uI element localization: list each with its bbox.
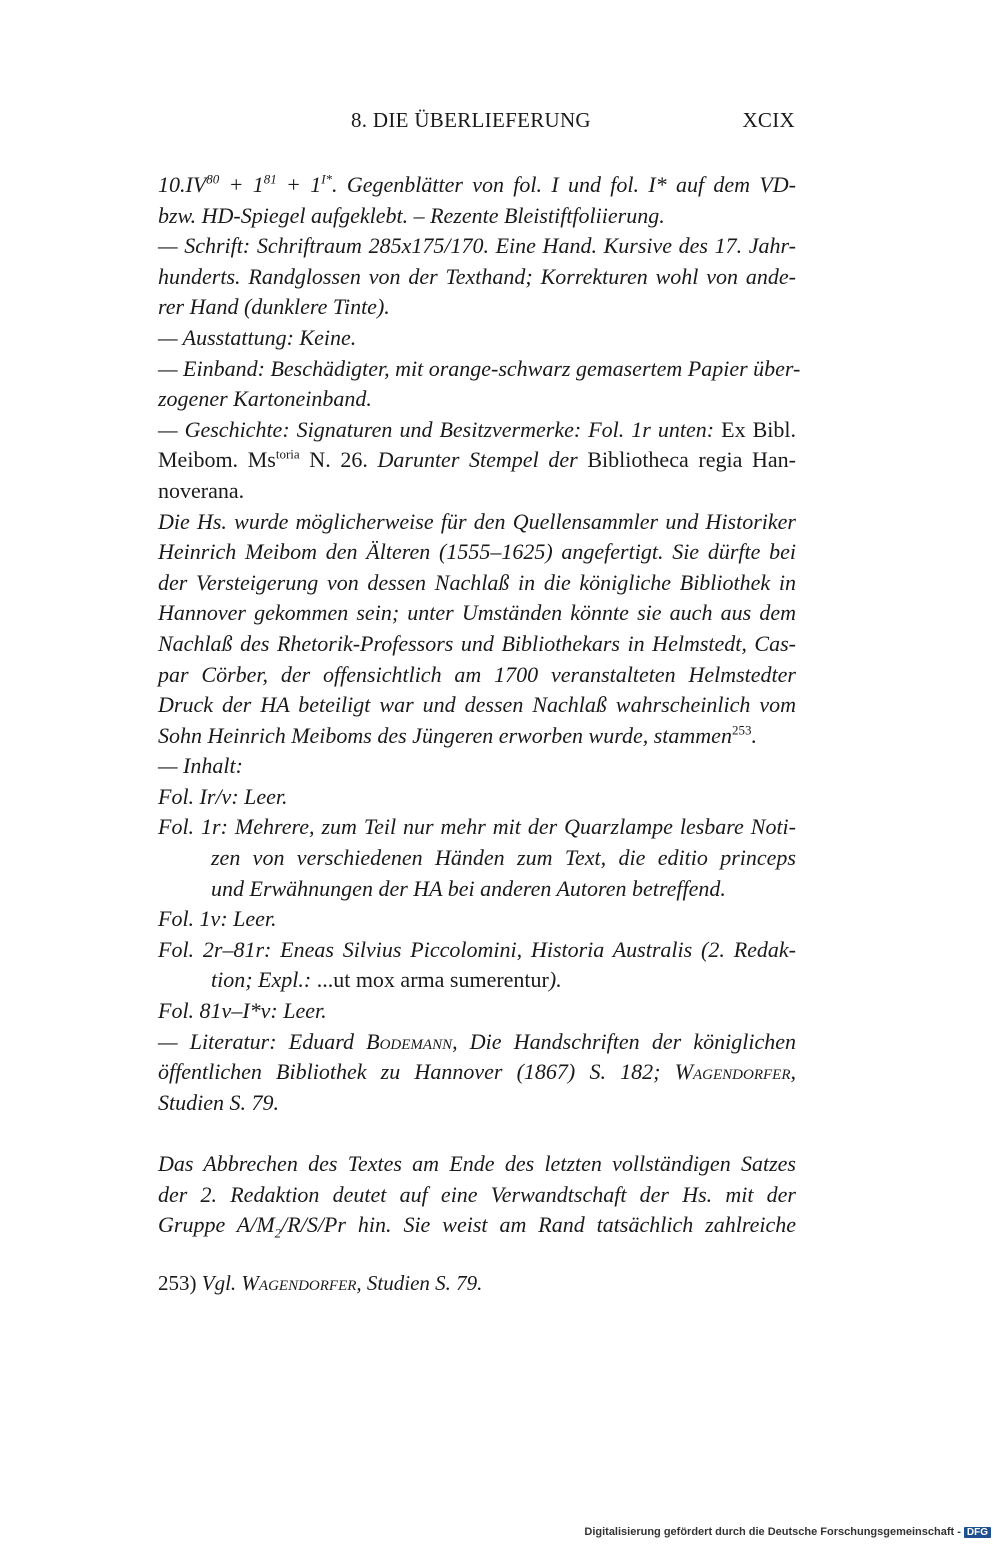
text-line: der 2. Redaktion deutet auf eine Verwandtschaft der Hs. mit der — [158, 1181, 796, 1207]
text-line: Meibom. $Ms^{toria}$ N. 26. Darunter Stempel der Bibliotheca regia Han- — [158, 447, 796, 473]
text-line: noverana. — [158, 477, 245, 503]
text-line: Fol. 2r–81r: Eneas Silvius Piccolomini, Historia Australis (2. Redak- — [158, 936, 796, 962]
text-line: und Erwähnungen der HA bei anderen Autoren betreffend. — [211, 875, 726, 901]
text-line: Heinrich Meibom den Älteren (1555–1625) angefertigt. Sie dürfte bei — [158, 539, 796, 565]
text-line: — Geschichte: Signaturen und Besitzvermerke: Fol. 1r unten: Ex Bibl. — [158, 416, 796, 442]
funding-note — [584, 1526, 991, 1538]
text-line: — Ausstattung: Keine. — [158, 324, 357, 350]
text-line: Druck der HA beteiligt war und dessen Nachlaß wahrscheinlich vom — [158, 692, 796, 718]
text-line: der Versteigerung von dessen Nachlaß in die königliche Bibliothek in — [158, 569, 796, 595]
text-line: zogener Kartoneinband. — [158, 386, 372, 412]
text-line: Das Abbrechen des Textes am Ende des letzten vollständigen Satzes — [158, 1151, 796, 1176]
text-line: $10.IV^{80} + 1^{81} + 1^{I*}$. Gegenblätter von fol. I und fol. I* auf dem VD- — [158, 171, 796, 197]
page-number: XCIX — [742, 108, 795, 132]
text-line: Sohn Heinrich Meiboms des Jüngeren erworben wurde, stammen$^{253}$. — [158, 722, 757, 748]
text-line: öffentlichen Bibliothek zu Hannover (1867) S. 182; Wagendorfer, — [158, 1059, 796, 1085]
text-line: — Inhalt: — [158, 753, 243, 779]
text-line: Fol. 81v–I*v: Leer. — [158, 998, 327, 1024]
funding-text: Digitalisierung gefördert durch die Deutsche Forschungsgemeinschaft - — [584, 1526, 961, 1538]
paragraph-gap — [158, 1118, 796, 1149]
text-line: — Schrift: Schriftraum 285x175/170. Eine Hand. Kursive des 17. Jahr- — [158, 233, 796, 259]
running-header — [158, 108, 795, 138]
text-line: tion; Expl.: ...ut mox arma sumerentur). — [211, 967, 562, 993]
running-title: 8. DIE ÜBERLIEFERUNG — [351, 108, 591, 132]
text-line: Fol. Ir/v: Leer. — [158, 783, 288, 809]
text-line: — Literatur: Eduard Bodemann, Die Handschriften der königlichen — [158, 1028, 796, 1054]
dfg-logo: DFG — [964, 1527, 991, 1538]
text-line: Gruppe $A/M_2/R/S/Pr$ hin. Sie weist am Rand tatsächlich zahlreiche — [158, 1212, 796, 1241]
text-line: par Cörber, der offensichtlich am 1700 veranstalteten Helmstedter — [158, 661, 796, 687]
text-line: Fol. 1r: Mehrere, zum Teil nur mehr mit der Quarzlampe lesbare Noti- — [158, 814, 796, 840]
text-line: rer Hand (dunklere Tinte). — [158, 294, 390, 320]
main-text — [158, 170, 801, 1241]
text-line: Die Hs. wurde möglicherweise für den Quellensammler und Historiker — [158, 508, 796, 534]
text-line: hunderts. Randglossen von der Texthand; Korrekturen wohl von ande- — [158, 263, 796, 289]
text-line: Nachlaß des Rhetorik-Professors und Bibliothekars in Helmstedt, Cas- — [158, 630, 796, 656]
footnote-ref: 253 — [731, 722, 752, 738]
footnote-number: 253) — [158, 1271, 202, 1295]
footnote-253: 253) Vgl. Wagendorfer, Studien S. 79. — [158, 1271, 483, 1295]
text-line: Studien S. 79. — [158, 1089, 279, 1115]
text-line: — Einband: Beschädigter, mit orange-schwarz gemasertem Papier über- — [158, 355, 801, 381]
text-line: Hannover gekommen sein; unter Umständen könnte sie auch aus dem — [158, 600, 796, 626]
text-line: Fol. 1v: Leer. — [158, 906, 277, 932]
text-line: bzw. HD-Spiegel aufgeklebt. – Rezente Bleistiftfoliierung. — [158, 202, 665, 228]
text-line: zen von verschiedenen Händen zum Text, die editio princeps — [211, 845, 796, 871]
